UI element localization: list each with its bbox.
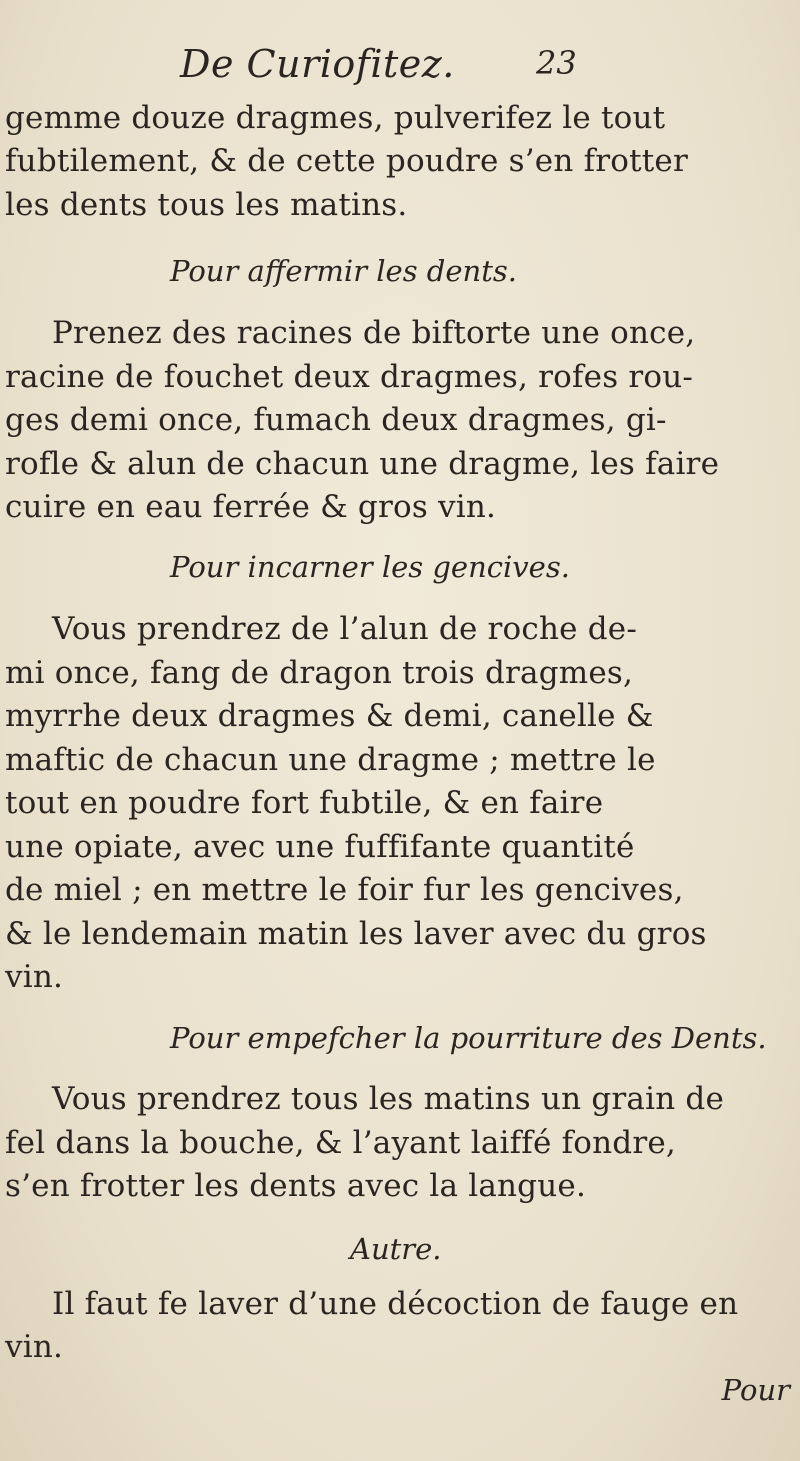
running-head: De Curiofitez. (180, 42, 455, 86)
text-line: Prenez des racines de biftorte une once, (52, 315, 696, 351)
text-line: fubtilement, & de cette poudre s’en frotter (5, 143, 689, 179)
text-line: myrrhe deux dragmes & demi, canelle & (5, 698, 654, 734)
section-heading: Pour empefcher la pourriture des Dents. (170, 1021, 767, 1055)
catchword: Pour (721, 1373, 790, 1407)
text-line: cuire en eau ferrée & gros vin. (5, 489, 497, 525)
text-line: Vous prendrez de l’alun de roche de- (52, 611, 638, 647)
text-line: vin. (5, 959, 64, 995)
text-line: tout en poudre fort fubtile, & en faire (5, 785, 604, 821)
text-line: de miel ; en mettre le foir fur les gencives, (5, 872, 684, 908)
text-line: vin. (5, 1329, 64, 1365)
text-line: rofle & alun de chacun une dragme, les faire (5, 446, 720, 482)
section-heading: Autre. (350, 1232, 442, 1266)
text-line: maftic de chacun une dragme ; mettre le (5, 742, 656, 778)
text-line: les dents tous les matins. (5, 187, 408, 223)
text-line: une opiate, avec une fuffifante quantité (5, 829, 635, 865)
section-heading: Pour incarner les gencives. (170, 550, 570, 584)
page-header (0, 42, 800, 92)
text-line: s’en frotter les dents avec la langue. (5, 1168, 586, 1204)
text-line: racine de fouchet deux dragmes, rofes rou- (5, 359, 694, 395)
text-line: Vous prendrez tous les matins un grain de (52, 1081, 725, 1117)
section-heading: Pour affermir les dents. (170, 254, 517, 288)
text-line: fel dans la bouche, & l’ayant laiffé fondre, (5, 1125, 676, 1161)
page-number: 23 (536, 44, 577, 82)
text-line: gemme douze dragmes, pulverifez le tout (5, 100, 666, 136)
text-line: & le lendemain matin les laver avec du gros (5, 916, 707, 952)
text-line: mi once, fang de dragon trois dragmes, (5, 655, 634, 691)
text-line: Il faut fe laver d’une décoction de fauge en (52, 1286, 739, 1322)
text-line: ges demi once, fumach deux dragmes, gi- (5, 402, 667, 438)
